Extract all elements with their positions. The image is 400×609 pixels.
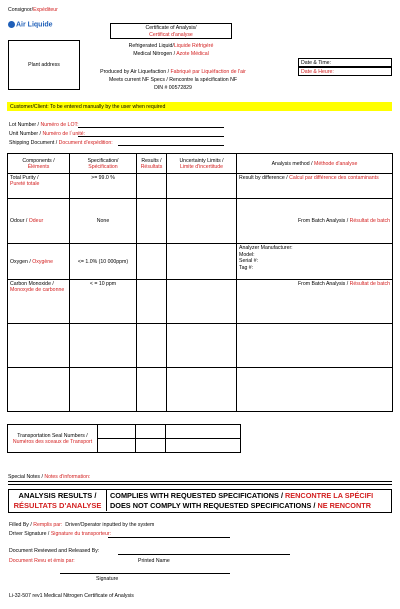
method-cell: Analyzer Manufacturer: Model: Serial #: Tag #:: [237, 244, 393, 280]
not-comply-option[interactable]: DOES NOT COMPLY WITH REQUESTED SPECIFICATIONS / NE RENCONTR: [110, 501, 371, 510]
date-time-field[interactable]: Date & Time:: [298, 58, 392, 67]
table-row-empty: [8, 324, 393, 368]
filled-by-label: Filled By / Remplis par: Driver/Operator inputted by the system: [9, 522, 155, 528]
result-cell[interactable]: [137, 280, 167, 324]
header-results: Results / Résultats: [137, 154, 167, 174]
header-uncertainty: Uncertainty Limits / Limite d'incertitude: [167, 154, 237, 174]
table-row: [8, 174, 393, 199]
analysis-results-box: [8, 489, 392, 513]
table-row: [8, 280, 393, 324]
special-notes-line: [8, 484, 392, 485]
logo-icon: [8, 21, 15, 28]
table-row: [8, 199, 393, 244]
plant-address-box: [8, 40, 80, 90]
uncertainty-cell[interactable]: [167, 280, 237, 324]
doc-reviewed-label: Document Reviewed and Released By:: [9, 548, 100, 554]
signature-label: Signature: [96, 576, 119, 582]
method-cell: From Batch Analysis / Résultat de batch: [237, 280, 393, 324]
driver-signature-label: Driver Signature / Signature du transporteur:: [9, 531, 112, 537]
table-row: [8, 244, 393, 280]
unit-number-field[interactable]: [78, 136, 224, 137]
table-row-empty: [8, 368, 393, 412]
production-info: Produced by Air Liquefaction / Fabriqué par Liquéfaction de l'air Meets current NF Specs / Rencontre la spécification NF DIN # 00572829: [100, 69, 246, 91]
certificate-title: Certificate of Analysis/: [145, 25, 197, 31]
seal-number-cell[interactable]: [166, 425, 241, 439]
seal-number-cell[interactable]: [136, 425, 166, 439]
uncertainty-cell[interactable]: [167, 244, 237, 280]
footer-doc-id: Li-32-507 rev1 Medical Nitrogen Certificate of Analysis: [9, 593, 134, 599]
spec-cell: None: [70, 199, 137, 244]
special-notes-label: Special Notes / Notes d'information:: [8, 474, 392, 482]
lot-number-label: Lot Number / Numéro de LOT:: [9, 122, 79, 128]
doc-reviewed-label-fr: Document Revu et émis par:: [9, 558, 75, 564]
result-cell[interactable]: [137, 174, 167, 199]
seal-number-cell[interactable]: [98, 439, 136, 453]
signature-field[interactable]: [60, 573, 230, 574]
header-method: Analysis method / Méthode d'analyse: [237, 154, 393, 174]
product-lines: Refrigerated Liquid/Liquide Réfrigéré Medical Nitrogen / Azote Médical: [128, 43, 214, 57]
component-cell: Oxygen / Oxygène: [8, 244, 70, 280]
shipping-doc-field[interactable]: [118, 145, 224, 146]
plant-address-label: Plant address: [28, 62, 60, 68]
air-liquide-logo: Air Liquide: [8, 21, 53, 28]
header-components: Components / Éléments: [8, 154, 70, 174]
unit-number-label: Unit Number / Numéro de l´unité:: [9, 131, 86, 137]
seal-number-cell[interactable]: [166, 439, 241, 453]
method-cell: Result by difference / Calcul par différence des contaminants: [237, 174, 393, 199]
table-header-row: [8, 154, 393, 174]
lot-number-field[interactable]: [78, 127, 224, 128]
component-cell: Total Purity / Pureté totale: [8, 174, 70, 199]
consignor-label: Consignor/Expéditeur: [8, 7, 58, 13]
customer-bar: Customer/Client: To be entered manually by the user when required: [7, 102, 392, 111]
method-cell: From Batch Analysis / Résultat de batch: [237, 199, 393, 244]
driver-signature-field[interactable]: [108, 537, 230, 538]
date-heure-field[interactable]: Date & Heure:: [298, 67, 392, 76]
shipping-doc-label: Shipping Document / Document d'expédition:: [9, 140, 113, 146]
spec-cell: < = 10 ppm: [70, 280, 137, 324]
analysis-table: [7, 153, 393, 412]
analysis-results-label: ANALYSIS RESULTS / RÉSULTATS D'ANALYSE: [9, 490, 107, 511]
seal-number-cell[interactable]: [98, 425, 136, 439]
complies-option[interactable]: COMPLIES WITH REQUESTED SPECIFICATIONS / RENCONTRE LA SPÉCIFI: [110, 491, 374, 500]
result-cell[interactable]: [137, 199, 167, 244]
component-cell: Odour / Odeur: [8, 199, 70, 244]
spec-cell: >= 99.0 %: [70, 174, 137, 199]
component-cell: Carbon Monoxide / Monoxyde de carbonne: [8, 280, 70, 324]
certificate-title-fr: Certificat d'analyse: [149, 32, 193, 38]
header-specification: Specification/ Spécification: [70, 154, 137, 174]
uncertainty-cell[interactable]: [167, 174, 237, 199]
printed-name-label: Printed Name: [138, 558, 170, 564]
seal-number-cell[interactable]: [136, 439, 166, 453]
transport-seal-label: Transportation Seal Numbers / Numéros des sceaux de Transport: [8, 425, 98, 453]
uncertainty-cell[interactable]: [167, 199, 237, 244]
spec-cell: <= 1.0% (10 000ppm): [70, 244, 137, 280]
transport-seal-table: [7, 424, 241, 453]
result-cell[interactable]: [137, 244, 167, 280]
certificate-title-box: [110, 23, 232, 39]
compliance-options: [110, 491, 390, 511]
doc-reviewed-field[interactable]: [118, 554, 290, 555]
